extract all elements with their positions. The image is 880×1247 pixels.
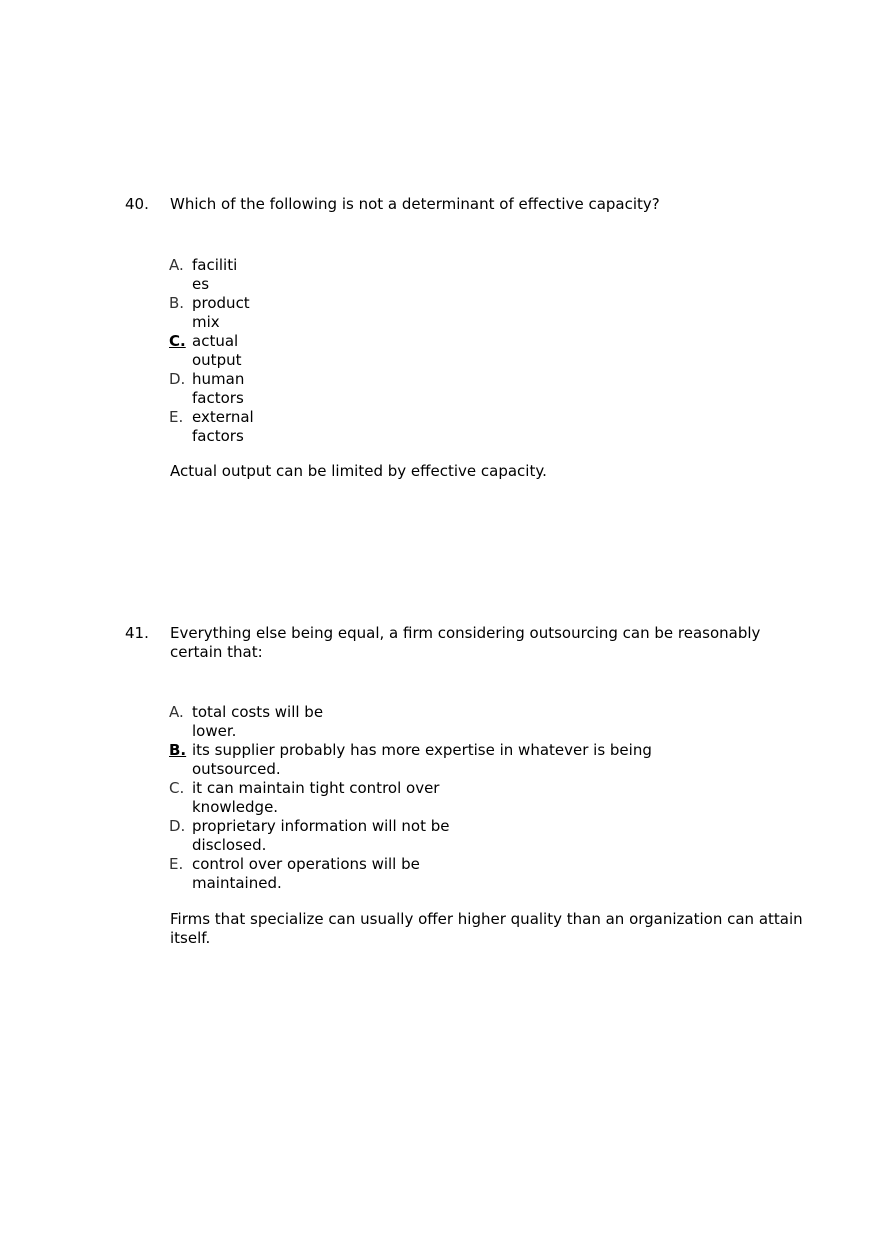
- choice-letter: B.: [169, 294, 185, 312]
- choice-text: total costs will be lower.: [192, 703, 324, 740]
- choice-letter-correct: B.: [169, 741, 187, 759]
- choice-letter: C.: [169, 779, 185, 797]
- choice-text: proprietary information will not be disclosed.: [192, 817, 450, 854]
- choice-text: actual output: [192, 332, 242, 369]
- choice-text: it can maintain tight control over knowledge.: [192, 779, 440, 816]
- choice-letter: A.: [169, 703, 184, 721]
- choice-letter: E.: [169, 408, 184, 426]
- choice-letter: E.: [169, 855, 184, 873]
- choice-text: control over operations will be maintained.: [192, 855, 420, 892]
- choice-text: product mix: [192, 294, 250, 331]
- question-number: 40.: [125, 195, 149, 213]
- choice-text: human factors: [192, 370, 245, 407]
- question-text: Which of the following is not a determinant of effective capacity?: [170, 195, 660, 213]
- choice-letter: A.: [169, 256, 184, 274]
- choice-letter-correct: C.: [169, 332, 186, 350]
- explanation: Firms that specialize can usually offer higher quality than an organization can attain itself.: [170, 910, 803, 947]
- choice-letter: D.: [169, 370, 186, 388]
- question-text: Everything else being equal, a firm considering outsourcing can be reasonably certain that:: [170, 624, 761, 661]
- explanation: Actual output can be limited by effective capacity.: [170, 462, 547, 480]
- question-number: 41.: [125, 624, 149, 642]
- choice-text: external factors: [192, 408, 254, 445]
- choice-letter: D.: [169, 817, 186, 835]
- choice-text: faciliti es: [192, 256, 238, 293]
- choice-text: its supplier probably has more expertise in whatever is being outsourced.: [192, 741, 652, 778]
